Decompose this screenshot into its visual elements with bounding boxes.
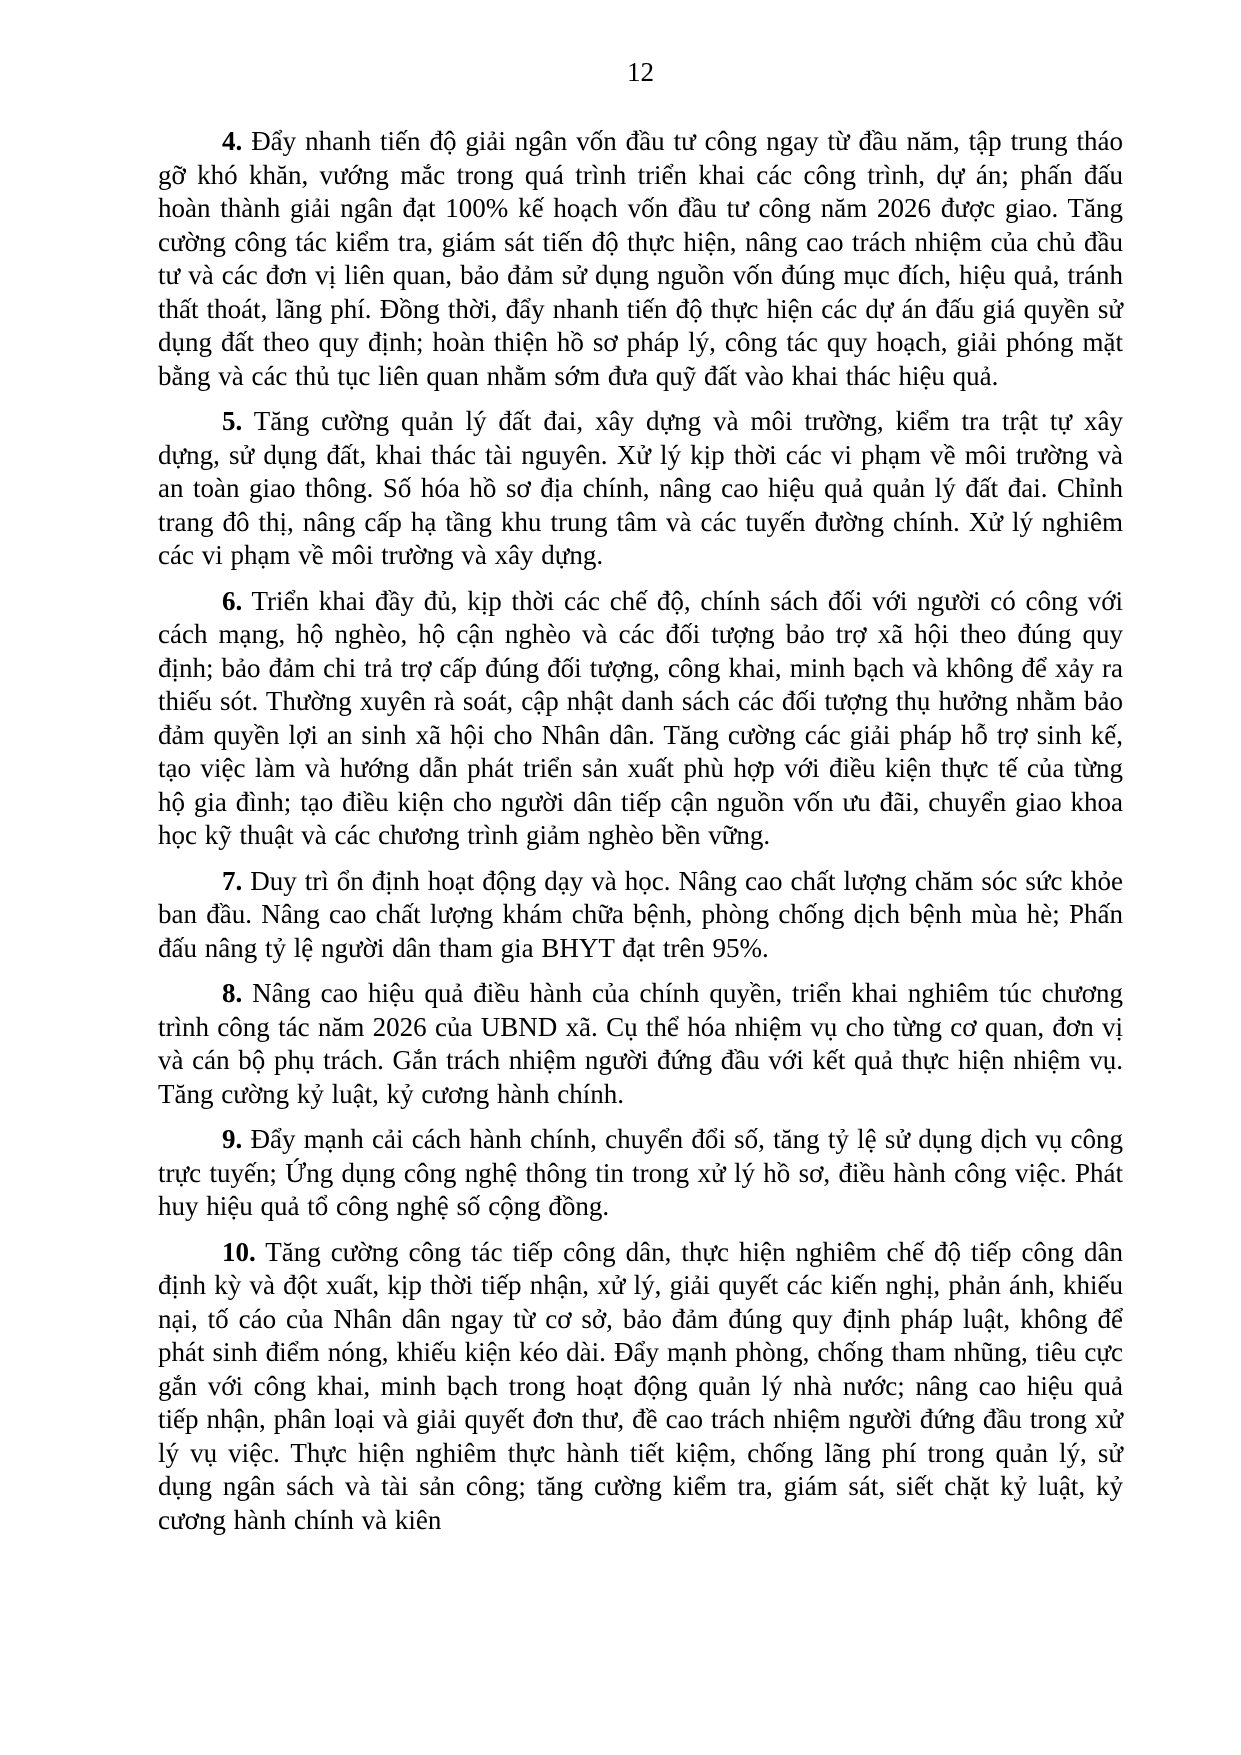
paragraph-7-number: 7.: [222, 865, 243, 896]
paragraph-9-text: Đẩy mạnh cải cách hành chính, chuyển đổi số, tăng tỷ lệ sử dụng dịch vụ công trực tuyến; Ứng dụng công nghệ thông tin trong xử lý hồ sơ, điều hành công việc. Phát huy hiệu quả tổ công nghệ số cộng đồng.: [158, 1124, 1124, 1221]
paragraph-7: [158, 865, 1123, 966]
paragraph-6-text: Triển khai đầy đủ, kịp thời các chế độ, chính sách đối với người có công với cách mạng, hộ nghèo, hộ cận nghèo và các đối tượng bảo trợ xã hội theo đúng quy định; bảo đảm chi trả trợ cấp đúng đối tượng, công khai, minh bạch và không để xảy ra thiếu sót. Thường xuyên rà soát, cập nhật danh sách các đối tượng thụ hưởng nhằm bảo đảm quyền lợi an sinh xã hội cho Nhân dân. Tăng cường các giải pháp hỗ trợ sinh kế, tạo việc làm và hướng dẫn phát triển sản xuất phù hợp với điều kiện thực tế của từng hộ gia đình; tạo điều kiện cho người dân tiếp cận nguồn vốn ưu đãi, chuyển giao khoa học kỹ thuật và các chương trình giảm nghèo bền vững.: [158, 585, 1124, 850]
paragraph-6-number: 6.: [222, 585, 243, 616]
paragraph-8-text: Nâng cao hiệu quả điều hành của chính quyền, triển khai nghiêm túc chương trình công tác năm 2026 của UBND xã. Cụ thể hóa nhiệm vụ cho từng cơ quan, đơn vị và cán bộ phụ trách. Gắn trách nhiệm người đứng đầu với kết quả thực hiện nhiệm vụ. Tăng cường kỷ luật, kỷ cương hành chính.: [158, 978, 1123, 1109]
paragraph-8: [158, 977, 1123, 1111]
paragraph-5-text: Tăng cường quản lý đất đai, xây dựng và môi trường, kiểm tra trật tự xây dựng, sử dụng đất, khai thác tài nguyên. Xử lý kịp thời các vi phạm về môi trường và an toàn giao thông. Số hóa hồ sơ địa chính, nâng cao hiệu quả quản lý đất đai. Chỉnh trang đô thị, nâng cấp hạ tầng khu trung tâm và các tuyến đường chính. Xử lý nghiêm các vi phạm về môi trường và xây dựng.: [158, 406, 1124, 570]
paragraph-7-text: Duy trì ổn định hoạt động dạy và học. Nâng cao chất lượng chăm sóc sức khỏe ban đầu. Nâng cao chất lượng khám chữa bệnh, phòng chống dịch bệnh mùa hè; Phấn đấu nâng tỷ lệ người dân tham gia BHYT đạt trên 95%.: [158, 865, 1123, 963]
paragraph-10: [158, 1236, 1123, 1538]
paragraph-4: [158, 125, 1123, 393]
paragraph-9: [158, 1123, 1123, 1224]
paragraph-9-number: 9.: [222, 1124, 243, 1154]
paragraph-5-number: 5.: [222, 406, 243, 436]
paragraph-6: [158, 585, 1123, 853]
paragraph-4-text: Đẩy nhanh tiến độ giải ngân vốn đầu tư công ngay từ đầu năm, tập trung tháo gỡ khó khăn, vướng mắc trong quá trình triển khai các công trình, dự án; phấn đấu hoàn thành giải ngân đạt 100% kế hoạch vốn đầu tư công năm 2026 được giao. Tăng cường công tác kiểm tra, giám sát tiến độ thực hiện, nâng cao trách nhiệm của chủ đầu tư và các đơn vị liên quan, bảo đảm sử dụng nguồn vốn đúng mục đích, hiệu quả, tránh thất thoát, lãng phí. Đồng thời, đẩy nhanh tiến độ thực hiện các dự án đấu giá quyền sử dụng đất theo quy định; hoàn thiện hồ sơ pháp lý, công tác quy hoạch, giải phóng mặt bằng và các thủ tục liên quan nhằm sớm đưa quỹ đất vào khai thác hiệu quả.: [158, 126, 1123, 391]
paragraph-4-number: 4.: [222, 126, 243, 156]
document-body: [158, 125, 1123, 1537]
page-number: 12: [627, 57, 654, 87]
paragraph-8-number: 8.: [222, 978, 243, 1008]
paragraph-10-number: 10.: [222, 1236, 256, 1267]
paragraph-10-text: Tăng cường công tác tiếp công dân, thực hiện nghiêm chế độ tiếp công dân định kỳ và đột xuất, kịp thời tiếp nhận, xử lý, giải quyết các kiến nghị, phản ánh, khiếu nại, tố cáo của Nhân dân ngay từ cơ sở, bảo đảm đúng quy định pháp luật, không để phát sinh điểm nóng, khiếu kiện kéo dài. Đẩy mạnh phòng, chống tham nhũng, tiêu cực gắn với công khai, minh bạch trong hoạt động quản lý nhà nước; nâng cao hiệu quả tiếp nhận, phân loại và giải quyết đơn thư, đề cao trách nhiệm người đứng đầu trong xử lý vụ việc. Thực hiện nghiêm thực hành tiết kiệm, chống lãng phí trong quản lý, sử dụng ngân sách và tài sản công; tăng cường kiểm tra, giám sát, siết chặt kỷ luật, kỷ cương hành chính và kiên: [158, 1236, 1123, 1535]
paragraph-5: [158, 405, 1123, 573]
